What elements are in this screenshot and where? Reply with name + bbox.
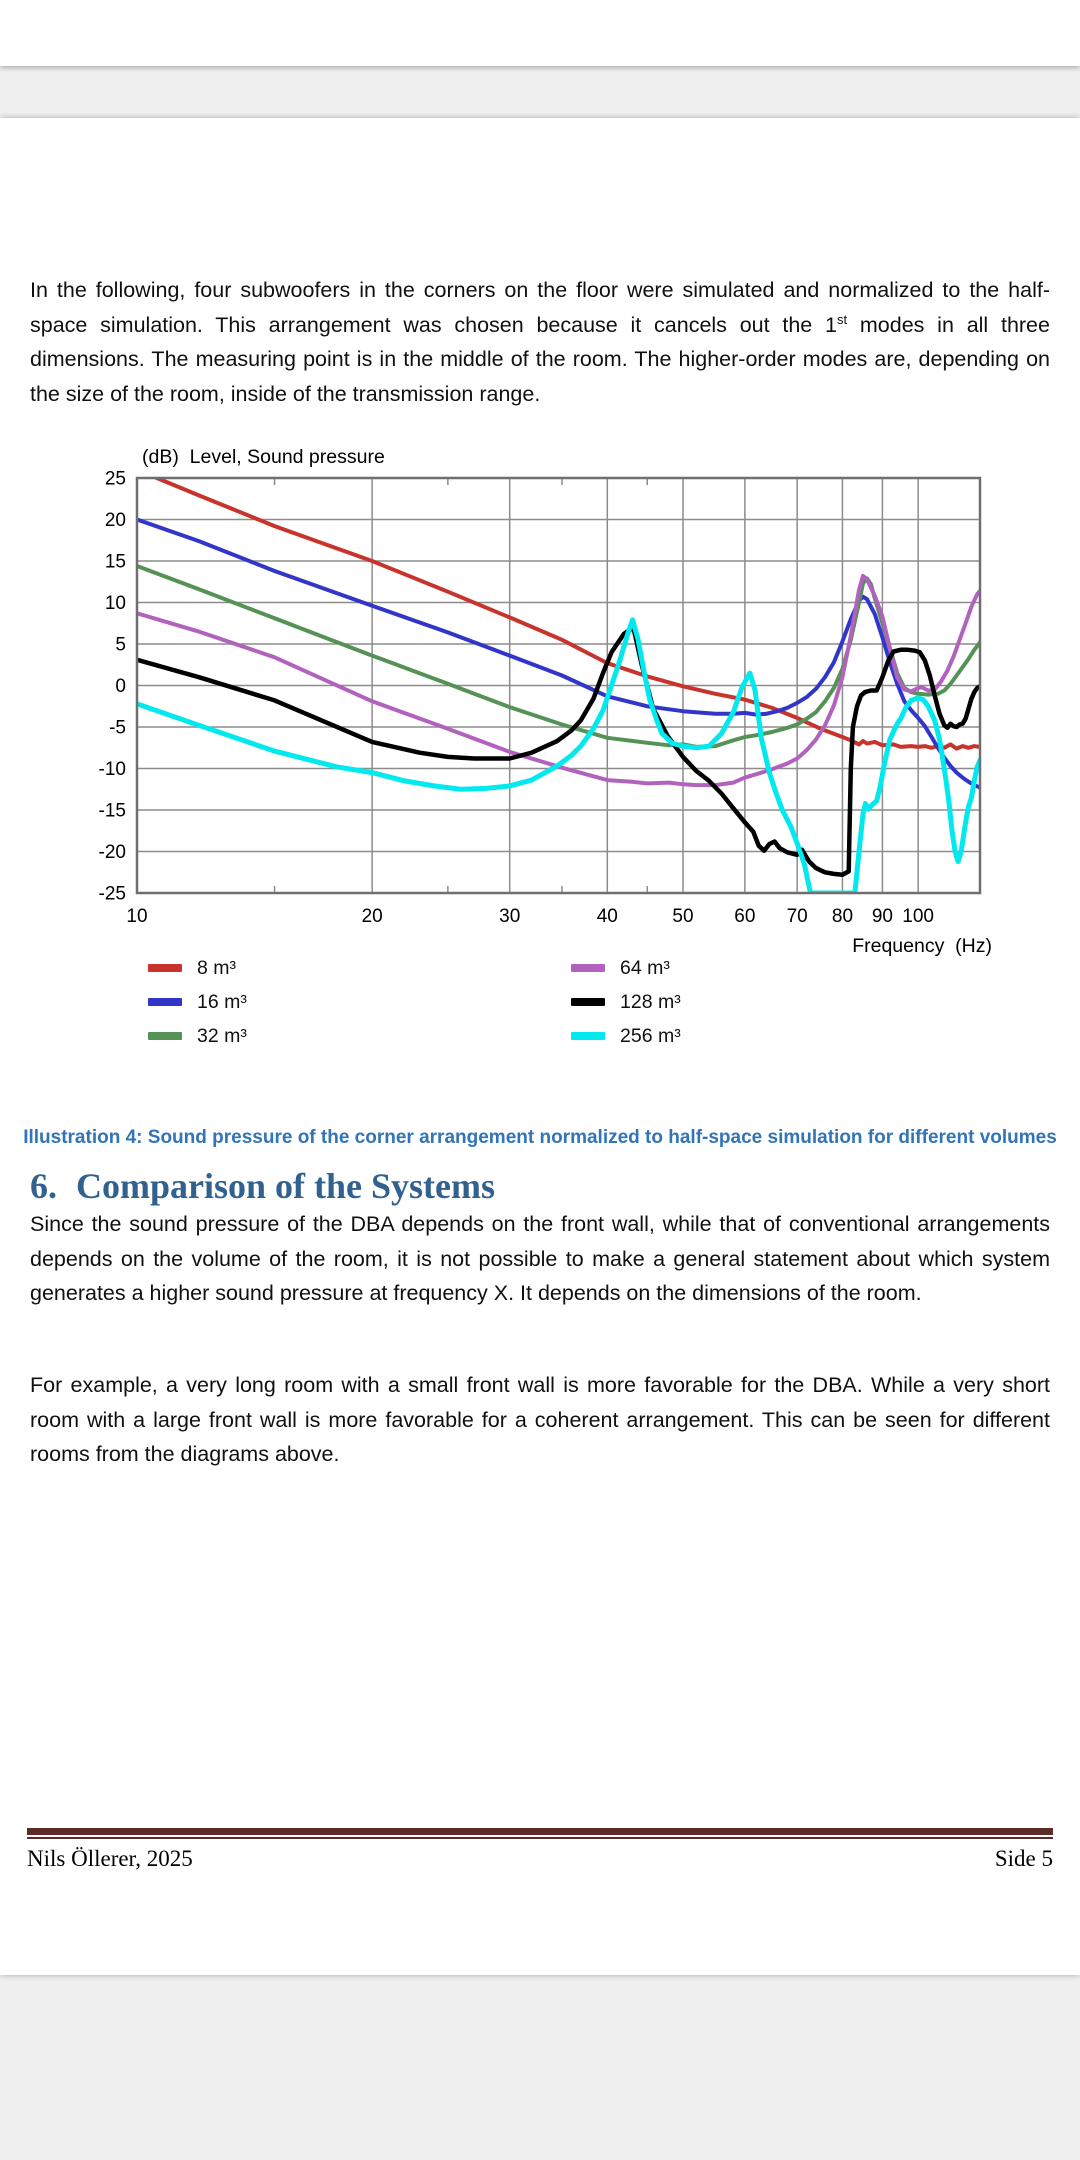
chart-title: (dB) Level, Sound pressure — [142, 446, 385, 468]
x-axis-tick-label: 30 — [499, 906, 521, 927]
legend-item-128m³ — [571, 990, 681, 1014]
y-axis-tick-label: -25 — [98, 883, 126, 905]
legend-item-32m³ — [148, 1024, 247, 1048]
x-axis-tick-label: 40 — [596, 906, 618, 927]
x-axis-tick-label: 70 — [786, 906, 808, 927]
legend-swatch — [571, 1032, 605, 1040]
y-axis-tick-label: 15 — [104, 551, 126, 573]
section-title: Comparison of the Systems — [76, 1166, 495, 1206]
legend-label: 128 m³ — [620, 990, 681, 1013]
y-axis-tick-label: -10 — [98, 759, 126, 780]
x-axis-label: Frequency (Hz) — [852, 935, 992, 957]
section-number: 6. — [30, 1166, 57, 1206]
legend-swatch — [571, 998, 605, 1006]
legend-label: 8 m³ — [197, 956, 236, 979]
x-axis-tick-label: 90 — [871, 906, 893, 927]
footer-author: Nils Öllerer, 2025 — [27, 1846, 193, 1871]
y-axis-tick-label: -20 — [98, 842, 126, 863]
legend-label: 32 m³ — [197, 1024, 247, 1047]
previous-page-bottom — [0, 0, 1080, 66]
intro-paragraph-text-cont: modes in all three dimensions. The measuring point is in the middle of the room. The higher-order modes are, depending on the size of the room, inside of the transmission range. — [30, 312, 1050, 406]
legend-label: 256 m³ — [620, 1024, 681, 1047]
legend-swatch — [148, 964, 182, 972]
ordinal-superscript: st — [836, 311, 848, 327]
x-axis-tick-label: 80 — [831, 906, 854, 927]
y-axis-tick-label: -15 — [98, 800, 126, 822]
legend-item-64m³ — [571, 956, 670, 980]
y-axis-tick-label: 10 — [104, 593, 126, 614]
illustration-caption: Illustration 4: Sound pressure of the corner arrangement normalized to half-space simulation for different volumes — [23, 1127, 1057, 1148]
x-axis-tick-label: 60 — [734, 906, 756, 927]
footer-page-number: Side 5 — [994, 1846, 1053, 1871]
legend-item-16m³ — [148, 990, 247, 1014]
y-axis-tick-label: 20 — [104, 510, 126, 531]
legend-item-8m³ — [148, 956, 236, 980]
legend-label: 16 m³ — [197, 990, 247, 1013]
example-paragraph: For example, a very long room with a small front wall is more favorable for the DBA. While a very short room with a large front wall is more favorable for a coherent arrangement. This can be seen for different rooms from the diagrams above. — [30, 1373, 1050, 1467]
y-axis-tick-label: 25 — [104, 468, 126, 490]
intro-paragraph — [30, 273, 1050, 411]
x-axis-tick-label: 100 — [902, 906, 934, 927]
x-axis-tick-label: 10 — [126, 906, 148, 927]
y-axis-tick-label: 5 — [115, 634, 126, 656]
y-axis-tick-label: -5 — [109, 717, 126, 739]
series-line-128m³ — [137, 627, 980, 874]
section-heading — [30, 1165, 495, 1207]
footer-rule — [27, 1828, 1053, 1839]
legend-swatch — [148, 1032, 182, 1040]
x-axis-tick-label: 20 — [361, 906, 383, 927]
legend-swatch — [148, 998, 182, 1006]
x-axis-tick-label: 50 — [672, 906, 694, 927]
legend-swatch — [571, 964, 605, 972]
legend-label: 64 m³ — [620, 956, 670, 979]
page-footer — [27, 1846, 1053, 1872]
comparison-paragraph: Since the sound pressure of the DBA depends on the front wall, while that of conventional arrangements depends on the volume of the room, it is not possible to make a general statement about which system generates a higher sound pressure at frequency X. It depends on the dimensions of the room. — [30, 1212, 1050, 1306]
y-axis-tick-label: 0 — [115, 676, 126, 697]
intro-paragraph-text: In the following, four subwoofers in the corners on the floor were simulated and normalized to the half-space simulation. This arrangement was chosen because it cancels out the 1 — [30, 278, 1050, 337]
sound-pressure-chart — [85, 425, 1015, 970]
legend-item-256m³ — [571, 1024, 681, 1048]
